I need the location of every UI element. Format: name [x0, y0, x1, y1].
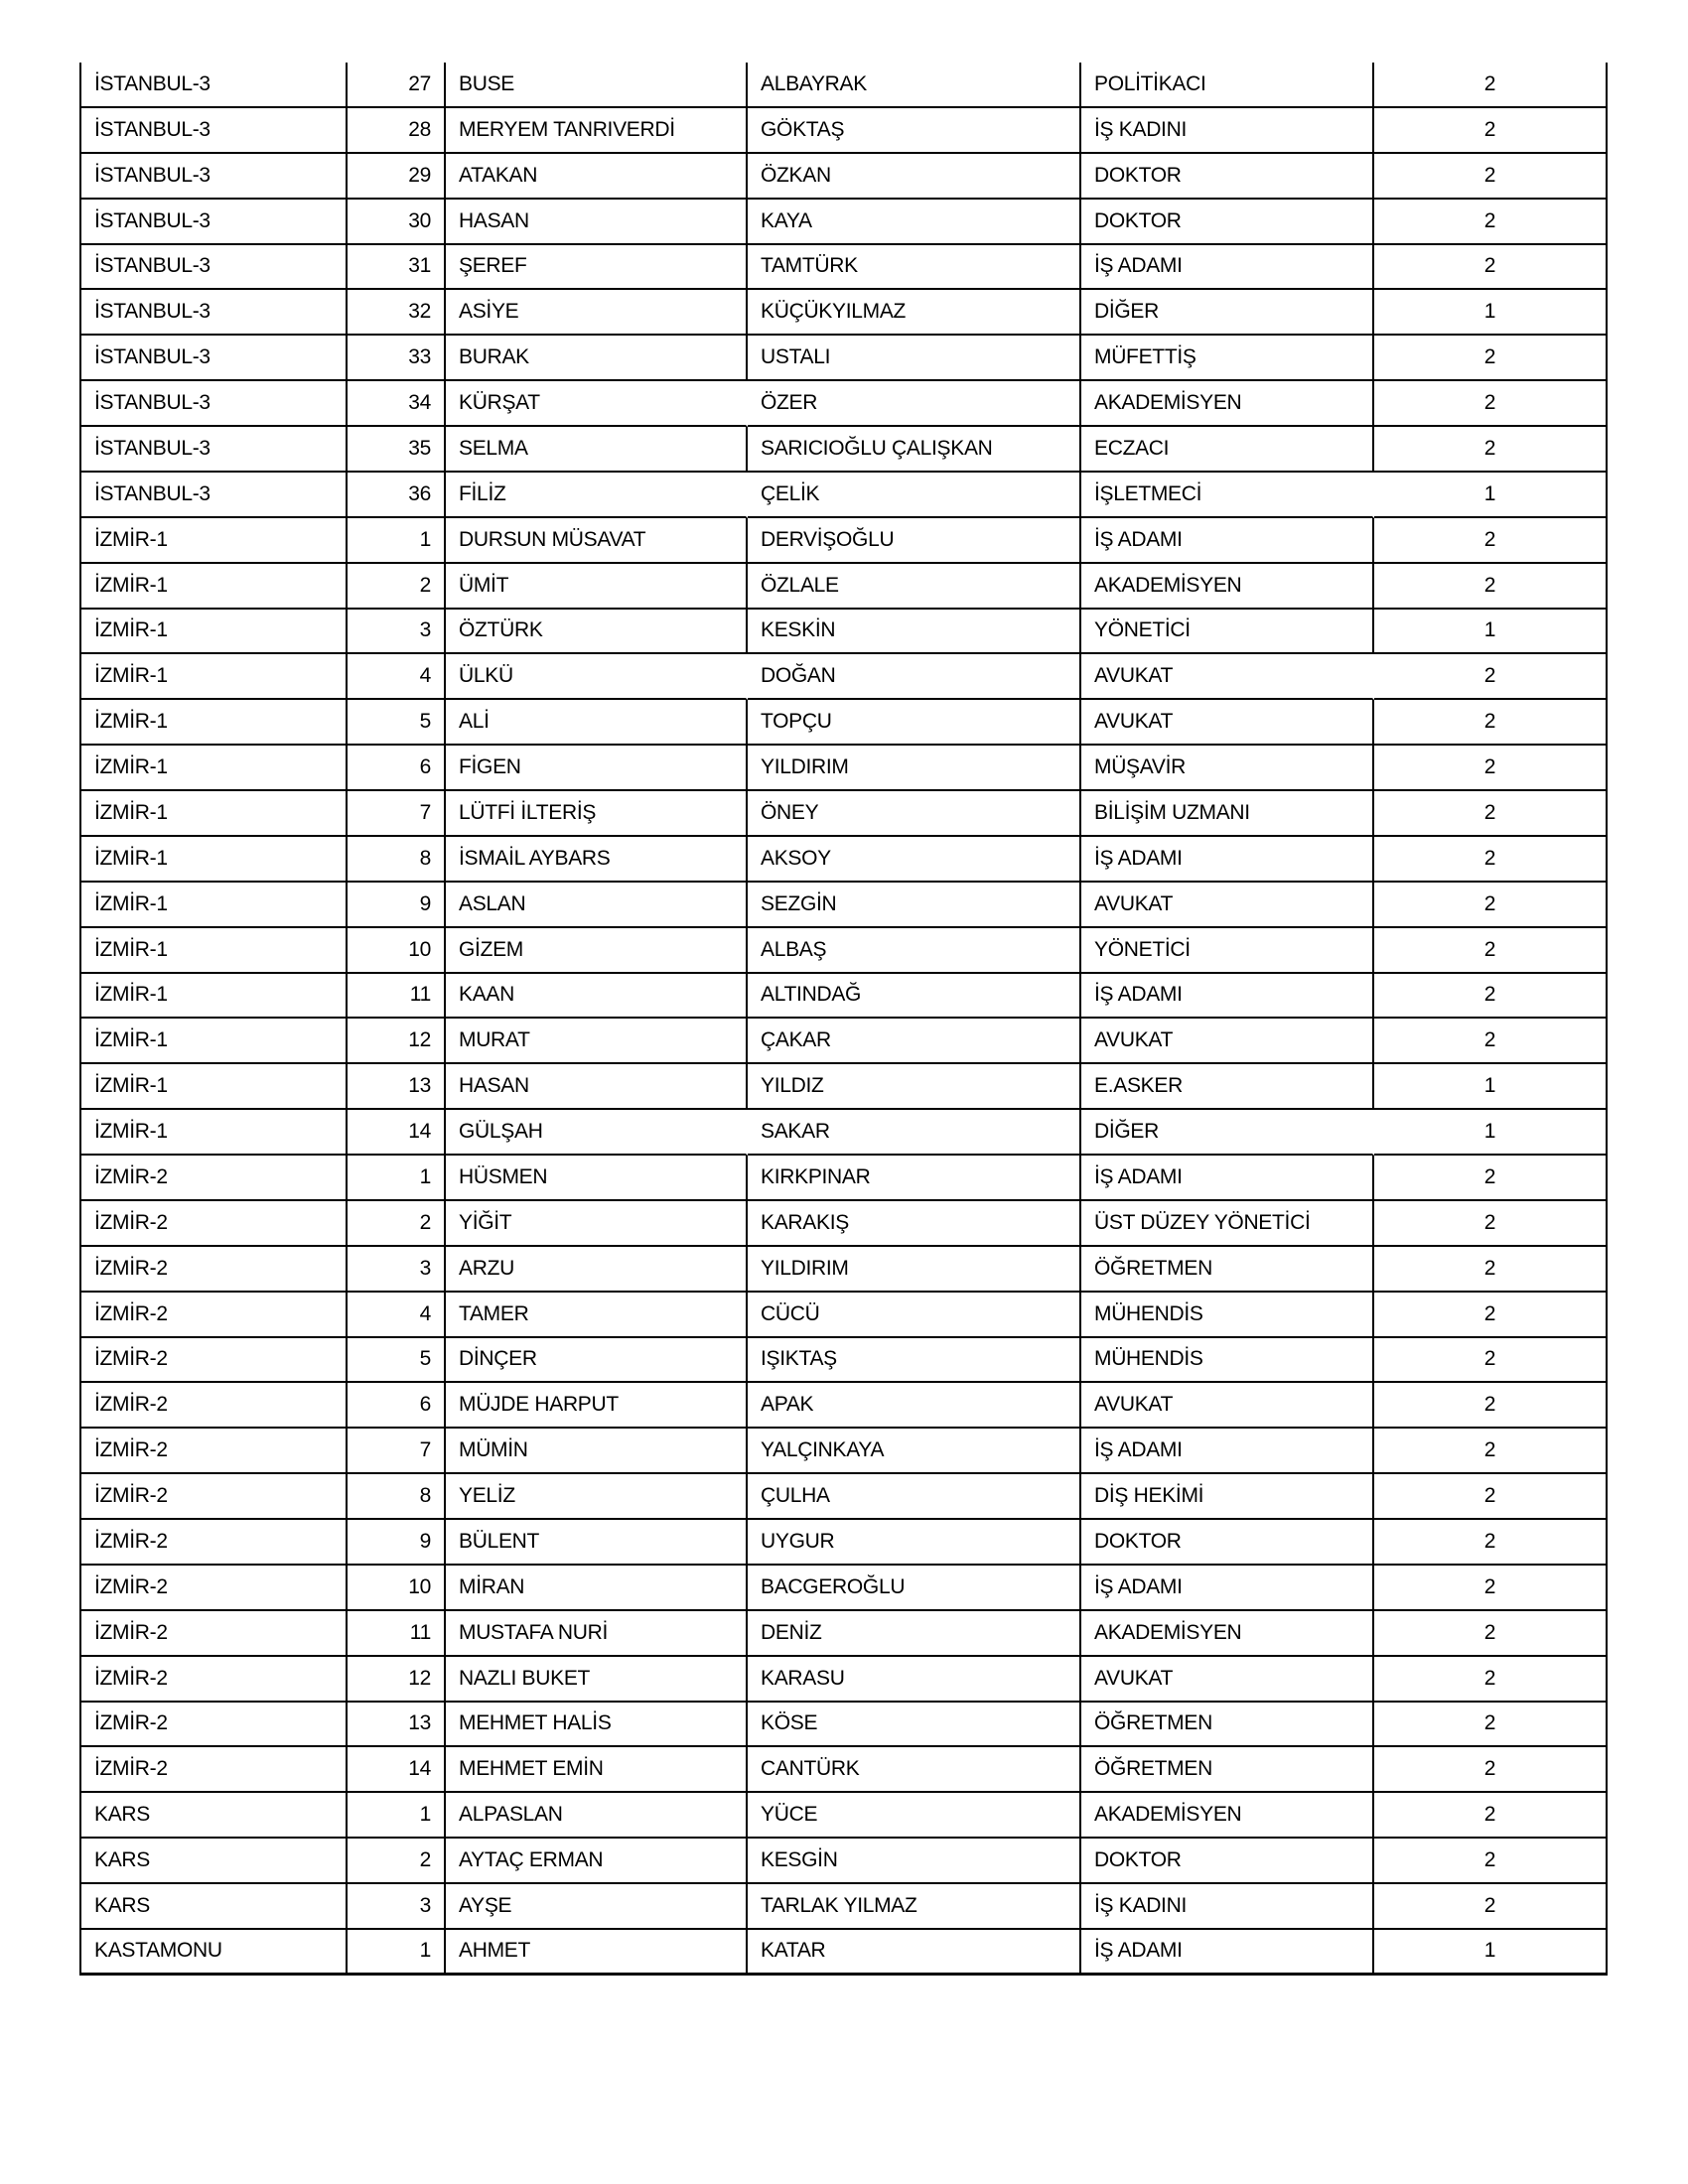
cell-last-name: YILDIRIM: [748, 1247, 1081, 1293]
cell-order: 8: [348, 837, 446, 883]
cell-region: İZMİR-2: [81, 1201, 348, 1247]
cell-first-name: DİNÇER: [446, 1338, 748, 1384]
cell-first-name: MÜMİN: [446, 1429, 748, 1474]
cell-order: 1: [348, 1793, 446, 1839]
cell-count: 2: [1374, 564, 1608, 610]
cell-count: 2: [1374, 1657, 1608, 1703]
cell-region: İSTANBUL-3: [81, 473, 348, 518]
cell-profession: İŞ ADAMI: [1081, 1930, 1374, 1976]
cell-region: İZMİR-2: [81, 1747, 348, 1793]
cell-order: 30: [348, 200, 446, 245]
cell-profession: ÖĞRETMEN: [1081, 1703, 1374, 1748]
cell-last-name: YALÇINKAYA: [748, 1429, 1081, 1474]
cell-profession: İŞ ADAMI: [1081, 974, 1374, 1020]
cell-last-name: ÖNEY: [748, 791, 1081, 837]
cell-profession: YÖNETİCİ: [1081, 928, 1374, 974]
cell-last-name: ALBAYRAK: [748, 63, 1081, 108]
cell-last-name: YILDIZ: [748, 1064, 1081, 1110]
cell-last-name: ALTINDAĞ: [748, 974, 1081, 1020]
cell-count: 2: [1374, 654, 1608, 700]
cell-count: 2: [1374, 427, 1608, 473]
cell-profession: YÖNETİCİ: [1081, 610, 1374, 655]
cell-last-name: ALBAŞ: [748, 928, 1081, 974]
candidate-table: [79, 63, 1608, 1976]
cell-last-name: TAMTÜRK: [748, 245, 1081, 291]
cell-order: 14: [348, 1747, 446, 1793]
cell-last-name: ÖZLALE: [748, 564, 1081, 610]
cell-region: KARS: [81, 1793, 348, 1839]
cell-count: 2: [1374, 1566, 1608, 1611]
cell-profession: DOKTOR: [1081, 1520, 1374, 1566]
cell-region: İZMİR-1: [81, 974, 348, 1020]
cell-profession: MÜFETTİŞ: [1081, 336, 1374, 381]
cell-first-name: ALPASLAN: [446, 1793, 748, 1839]
cell-region: KARS: [81, 1884, 348, 1930]
cell-first-name: SELMA: [446, 427, 748, 473]
cell-region: İZMİR-2: [81, 1703, 348, 1748]
cell-region: İZMİR-2: [81, 1383, 348, 1429]
cell-count: 2: [1374, 381, 1608, 427]
cell-region: İSTANBUL-3: [81, 381, 348, 427]
cell-first-name: ARZU: [446, 1247, 748, 1293]
cell-region: İSTANBUL-3: [81, 290, 348, 336]
cell-first-name: GÜLŞAH: [446, 1110, 748, 1156]
cell-last-name: DENİZ: [748, 1611, 1081, 1657]
cell-first-name: BURAK: [446, 336, 748, 381]
cell-profession: DOKTOR: [1081, 154, 1374, 200]
cell-count: 2: [1374, 1429, 1608, 1474]
cell-last-name: IŞIKTAŞ: [748, 1338, 1081, 1384]
cell-region: İZMİR-2: [81, 1566, 348, 1611]
cell-last-name: ÇAKAR: [748, 1019, 1081, 1064]
cell-first-name: MİRAN: [446, 1566, 748, 1611]
cell-region: İZMİR-1: [81, 883, 348, 928]
cell-first-name: ŞEREF: [446, 245, 748, 291]
cell-order: 13: [348, 1703, 446, 1748]
cell-region: İZMİR-2: [81, 1338, 348, 1384]
cell-last-name: KAYA: [748, 200, 1081, 245]
cell-region: İZMİR-1: [81, 1064, 348, 1110]
cell-last-name: KÖSE: [748, 1703, 1081, 1748]
cell-order: 12: [348, 1657, 446, 1703]
cell-region: İSTANBUL-3: [81, 108, 348, 154]
cell-region: İZMİR-2: [81, 1293, 348, 1338]
cell-first-name: MERYEM TANRIVERDİ: [446, 108, 748, 154]
cell-last-name: DERVİŞOĞLU: [748, 518, 1081, 564]
cell-profession: İŞ ADAMI: [1081, 518, 1374, 564]
cell-profession: DOKTOR: [1081, 1839, 1374, 1884]
cell-first-name: BÜLENT: [446, 1520, 748, 1566]
cell-order: 3: [348, 610, 446, 655]
cell-order: 31: [348, 245, 446, 291]
cell-order: 10: [348, 1566, 446, 1611]
cell-first-name: FİLİZ: [446, 473, 748, 518]
cell-count: 2: [1374, 883, 1608, 928]
cell-last-name: YILDIRIM: [748, 746, 1081, 791]
cell-profession: DOKTOR: [1081, 200, 1374, 245]
cell-region: KARS: [81, 1839, 348, 1884]
cell-order: 7: [348, 791, 446, 837]
cell-count: 2: [1374, 1884, 1608, 1930]
cell-profession: MÜHENDİS: [1081, 1338, 1374, 1384]
cell-order: 27: [348, 63, 446, 108]
cell-last-name: ÖZKAN: [748, 154, 1081, 200]
cell-profession: AVUKAT: [1081, 1383, 1374, 1429]
cell-count: 1: [1374, 1064, 1608, 1110]
cell-profession: DİŞ HEKİMİ: [1081, 1474, 1374, 1520]
cell-count: 2: [1374, 974, 1608, 1020]
cell-region: İZMİR-1: [81, 518, 348, 564]
cell-count: 1: [1374, 1110, 1608, 1156]
cell-profession: AVUKAT: [1081, 883, 1374, 928]
cell-first-name: AYTAÇ ERMAN: [446, 1839, 748, 1884]
cell-count: 2: [1374, 154, 1608, 200]
cell-count: 2: [1374, 518, 1608, 564]
cell-order: 13: [348, 1064, 446, 1110]
cell-count: 1: [1374, 473, 1608, 518]
cell-first-name: HÜSMEN: [446, 1156, 748, 1201]
cell-last-name: DOĞAN: [748, 654, 1081, 700]
cell-order: 36: [348, 473, 446, 518]
cell-region: İSTANBUL-3: [81, 63, 348, 108]
cell-count: 2: [1374, 1338, 1608, 1384]
cell-region: İSTANBUL-3: [81, 200, 348, 245]
cell-profession: İŞLETMECİ: [1081, 473, 1374, 518]
cell-profession: AKADEMİSYEN: [1081, 381, 1374, 427]
cell-last-name: CANTÜRK: [748, 1747, 1081, 1793]
cell-last-name: USTALI: [748, 336, 1081, 381]
cell-region: İZMİR-1: [81, 654, 348, 700]
cell-profession: DİĞER: [1081, 290, 1374, 336]
cell-first-name: İSMAİL AYBARS: [446, 837, 748, 883]
cell-first-name: ASİYE: [446, 290, 748, 336]
cell-profession: AKADEMİSYEN: [1081, 1793, 1374, 1839]
cell-first-name: FİGEN: [446, 746, 748, 791]
cell-order: 28: [348, 108, 446, 154]
cell-count: 2: [1374, 928, 1608, 974]
cell-count: 2: [1374, 1474, 1608, 1520]
cell-order: 12: [348, 1019, 446, 1064]
cell-last-name: AKSOY: [748, 837, 1081, 883]
cell-first-name: YİĞİT: [446, 1201, 748, 1247]
cell-profession: MÜŞAVİR: [1081, 746, 1374, 791]
cell-count: 2: [1374, 1201, 1608, 1247]
cell-last-name: KESGİN: [748, 1839, 1081, 1884]
cell-profession: BİLİŞİM UZMANI: [1081, 791, 1374, 837]
cell-profession: AVUKAT: [1081, 654, 1374, 700]
cell-order: 32: [348, 290, 446, 336]
cell-region: İZMİR-2: [81, 1474, 348, 1520]
cell-count: 2: [1374, 1611, 1608, 1657]
cell-order: 29: [348, 154, 446, 200]
cell-order: 4: [348, 1293, 446, 1338]
cell-region: İZMİR-2: [81, 1611, 348, 1657]
cell-profession: DİĞER: [1081, 1110, 1374, 1156]
cell-count: 1: [1374, 610, 1608, 655]
cell-profession: İŞ ADAMI: [1081, 245, 1374, 291]
cell-count: 2: [1374, 1839, 1608, 1884]
cell-region: İZMİR-1: [81, 1110, 348, 1156]
cell-first-name: HASAN: [446, 200, 748, 245]
cell-order: 34: [348, 381, 446, 427]
cell-region: İZMİR-2: [81, 1657, 348, 1703]
cell-profession: AVUKAT: [1081, 700, 1374, 746]
cell-region: İZMİR-1: [81, 791, 348, 837]
cell-count: 2: [1374, 791, 1608, 837]
cell-count: 2: [1374, 1293, 1608, 1338]
cell-last-name: KIRKPINAR: [748, 1156, 1081, 1201]
cell-count: 2: [1374, 837, 1608, 883]
cell-order: 5: [348, 700, 446, 746]
cell-order: 33: [348, 336, 446, 381]
cell-first-name: ALİ: [446, 700, 748, 746]
cell-count: 2: [1374, 336, 1608, 381]
cell-region: İZMİR-2: [81, 1156, 348, 1201]
cell-region: İZMİR-1: [81, 700, 348, 746]
cell-first-name: MUSTAFA NURİ: [446, 1611, 748, 1657]
cell-first-name: BUSE: [446, 63, 748, 108]
cell-order: 2: [348, 564, 446, 610]
cell-count: 2: [1374, 1793, 1608, 1839]
cell-last-name: UYGUR: [748, 1520, 1081, 1566]
cell-last-name: SAKAR: [748, 1110, 1081, 1156]
cell-last-name: KESKİN: [748, 610, 1081, 655]
cell-order: 8: [348, 1474, 446, 1520]
cell-first-name: ÖZTÜRK: [446, 610, 748, 655]
cell-region: İSTANBUL-3: [81, 427, 348, 473]
cell-order: 11: [348, 974, 446, 1020]
cell-last-name: KARAKIŞ: [748, 1201, 1081, 1247]
cell-order: 14: [348, 1110, 446, 1156]
cell-first-name: ASLAN: [446, 883, 748, 928]
cell-profession: E.ASKER: [1081, 1064, 1374, 1110]
cell-order: 11: [348, 1611, 446, 1657]
cell-count: 2: [1374, 245, 1608, 291]
cell-count: 2: [1374, 1156, 1608, 1201]
cell-count: 2: [1374, 200, 1608, 245]
cell-profession: İŞ KADINI: [1081, 1884, 1374, 1930]
cell-count: 2: [1374, 1703, 1608, 1748]
cell-profession: AVUKAT: [1081, 1019, 1374, 1064]
cell-order: 3: [348, 1247, 446, 1293]
cell-first-name: AYŞE: [446, 1884, 748, 1930]
cell-region: İZMİR-1: [81, 564, 348, 610]
cell-first-name: MEHMET EMİN: [446, 1747, 748, 1793]
cell-first-name: ÜMİT: [446, 564, 748, 610]
cell-first-name: AHMET: [446, 1930, 748, 1976]
cell-last-name: TARLAK YILMAZ: [748, 1884, 1081, 1930]
cell-profession: İŞ ADAMI: [1081, 837, 1374, 883]
cell-region: İSTANBUL-3: [81, 245, 348, 291]
cell-order: 6: [348, 746, 446, 791]
cell-first-name: YELİZ: [446, 1474, 748, 1520]
cell-profession: AKADEMİSYEN: [1081, 1611, 1374, 1657]
cell-first-name: TAMER: [446, 1293, 748, 1338]
cell-last-name: ÇULHA: [748, 1474, 1081, 1520]
cell-count: 2: [1374, 1747, 1608, 1793]
cell-profession: İŞ ADAMI: [1081, 1429, 1374, 1474]
cell-region: KASTAMONU: [81, 1930, 348, 1976]
cell-count: 2: [1374, 1019, 1608, 1064]
cell-first-name: DURSUN MÜSAVAT: [446, 518, 748, 564]
cell-order: 1: [348, 1156, 446, 1201]
cell-profession: AVUKAT: [1081, 1657, 1374, 1703]
cell-last-name: TOPÇU: [748, 700, 1081, 746]
cell-region: İZMİR-1: [81, 746, 348, 791]
cell-first-name: GİZEM: [446, 928, 748, 974]
cell-count: 2: [1374, 1383, 1608, 1429]
cell-first-name: LÜTFİ İLTERİŞ: [446, 791, 748, 837]
cell-first-name: MURAT: [446, 1019, 748, 1064]
cell-order: 2: [348, 1201, 446, 1247]
cell-order: 1: [348, 1930, 446, 1976]
cell-last-name: CÜCÜ: [748, 1293, 1081, 1338]
cell-count: 2: [1374, 746, 1608, 791]
cell-first-name: ÜLKÜ: [446, 654, 748, 700]
cell-count: 2: [1374, 108, 1608, 154]
cell-order: 5: [348, 1338, 446, 1384]
cell-order: 9: [348, 1520, 446, 1566]
cell-first-name: MEHMET HALİS: [446, 1703, 748, 1748]
cell-first-name: MÜJDE HARPUT: [446, 1383, 748, 1429]
cell-count: 1: [1374, 1930, 1608, 1976]
cell-order: 6: [348, 1383, 446, 1429]
cell-region: İZMİR-2: [81, 1247, 348, 1293]
cell-last-name: SEZGİN: [748, 883, 1081, 928]
cell-region: İSTANBUL-3: [81, 154, 348, 200]
cell-last-name: KATAR: [748, 1930, 1081, 1976]
cell-profession: İŞ KADINI: [1081, 108, 1374, 154]
cell-last-name: ÇELİK: [748, 473, 1081, 518]
cell-profession: ÜST DÜZEY YÖNETİCİ: [1081, 1201, 1374, 1247]
cell-last-name: KARASU: [748, 1657, 1081, 1703]
cell-first-name: KAAN: [446, 974, 748, 1020]
cell-count: 2: [1374, 1520, 1608, 1566]
cell-last-name: YÜCE: [748, 1793, 1081, 1839]
cell-region: İZMİR-2: [81, 1429, 348, 1474]
cell-region: İZMİR-1: [81, 1019, 348, 1064]
cell-count: 2: [1374, 1247, 1608, 1293]
cell-order: 10: [348, 928, 446, 974]
cell-profession: İŞ ADAMI: [1081, 1566, 1374, 1611]
cell-first-name: HASAN: [446, 1064, 748, 1110]
cell-region: İZMİR-1: [81, 610, 348, 655]
cell-last-name: APAK: [748, 1383, 1081, 1429]
cell-region: İZMİR-1: [81, 837, 348, 883]
cell-order: 7: [348, 1429, 446, 1474]
cell-order: 4: [348, 654, 446, 700]
cell-first-name: ATAKAN: [446, 154, 748, 200]
cell-order: 35: [348, 427, 446, 473]
cell-region: İSTANBUL-3: [81, 336, 348, 381]
cell-count: 2: [1374, 63, 1608, 108]
cell-order: 2: [348, 1839, 446, 1884]
cell-profession: AKADEMİSYEN: [1081, 564, 1374, 610]
cell-first-name: NAZLI BUKET: [446, 1657, 748, 1703]
cell-count: 1: [1374, 290, 1608, 336]
cell-last-name: GÖKTAŞ: [748, 108, 1081, 154]
cell-profession: POLİTİKACI: [1081, 63, 1374, 108]
cell-order: 3: [348, 1884, 446, 1930]
cell-region: İZMİR-2: [81, 1520, 348, 1566]
cell-region: İZMİR-1: [81, 928, 348, 974]
cell-profession: ECZACI: [1081, 427, 1374, 473]
cell-last-name: ÖZER: [748, 381, 1081, 427]
cell-profession: MÜHENDİS: [1081, 1293, 1374, 1338]
cell-count: 2: [1374, 700, 1608, 746]
cell-profession: ÖĞRETMEN: [1081, 1247, 1374, 1293]
cell-profession: ÖĞRETMEN: [1081, 1747, 1374, 1793]
cell-order: 1: [348, 518, 446, 564]
cell-profession: İŞ ADAMI: [1081, 1156, 1374, 1201]
cell-last-name: KÜÇÜKYILMAZ: [748, 290, 1081, 336]
cell-first-name: KÜRŞAT: [446, 381, 748, 427]
cell-last-name: BACGEROĞLU: [748, 1566, 1081, 1611]
cell-last-name: SARICIOĞLU ÇALIŞKAN: [748, 427, 1081, 473]
cell-order: 9: [348, 883, 446, 928]
